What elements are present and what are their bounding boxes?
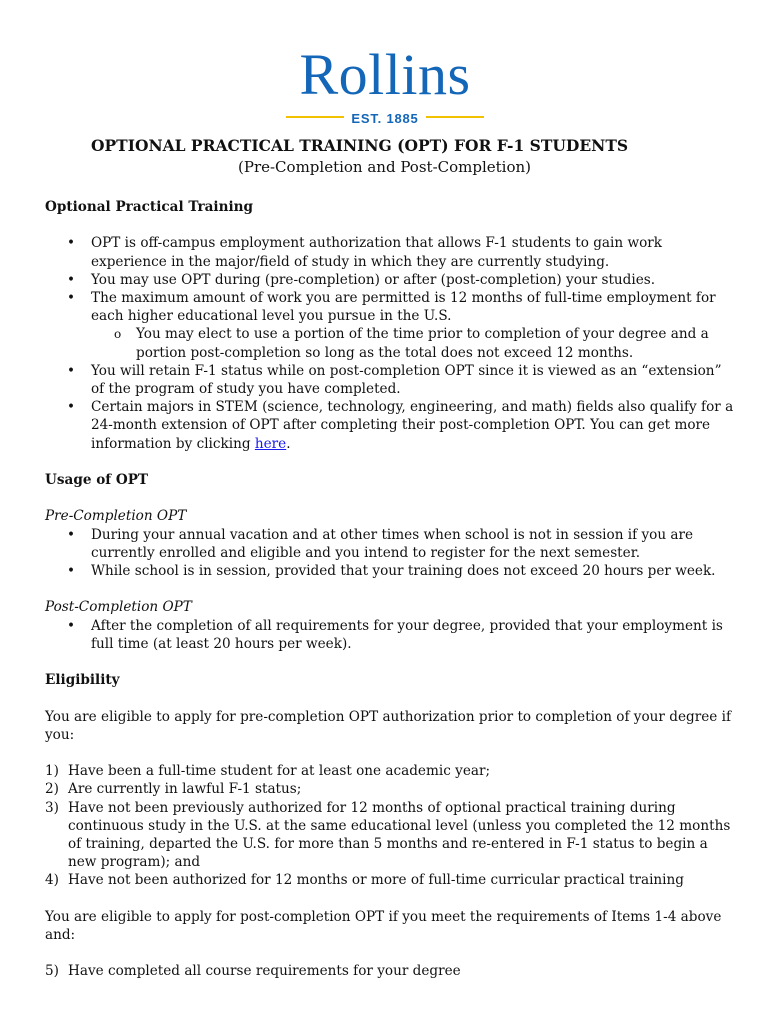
opt-sub-list xyxy=(91,325,735,361)
bullet-text: The maximum amount of work you are permitted is 12 months of full-time employment for each higher educational level you pursue in the U.S. xyxy=(91,290,716,325)
list-item xyxy=(45,271,735,289)
bullet-text: OPT is off-campus employment authorization that allows F-1 students to gain work experience in the major/field of study in which they are currently studying. xyxy=(91,235,663,270)
list-number: 2) xyxy=(45,781,59,798)
list-item xyxy=(45,762,735,780)
bullet-marker: • xyxy=(67,235,76,252)
list-item xyxy=(45,526,735,562)
bullet-marker: • xyxy=(67,399,76,416)
post-eligibility-intro: You are eligible to apply for post-completion OPT if you meet the requirements of Items 1-4 above and: xyxy=(45,908,722,943)
eligibility-intro: You are eligible to apply for pre-completion OPT authorization prior to completion of your degree if you: xyxy=(45,708,731,743)
list-number: 4) xyxy=(45,872,59,889)
bullet-text: During your annual vacation and at other times when school is not in session if you are currently enrolled and eligible and you intend to register for the next semester. xyxy=(91,526,694,561)
post-eligibility-list xyxy=(45,962,735,980)
list-item xyxy=(45,871,735,889)
bullet-marker: • xyxy=(67,290,76,306)
logo-established xyxy=(280,108,490,124)
logo-established-text: EST. 1885 xyxy=(351,111,419,126)
bullet-text: You will retain F-1 status while on post-completion OPT since it is viewed as an “extension” of the program of study you have completed. xyxy=(91,362,722,398)
logo-rule-right xyxy=(426,116,484,118)
sub-bullet-marker: o xyxy=(114,327,122,342)
bullet-text: You may use OPT during (pre-completion) or after (post-completion) your studies. xyxy=(91,271,656,288)
list-text: Have not been authorized for 12 months or more of full-time curricular practical training xyxy=(68,872,684,889)
bullet-marker: • xyxy=(67,526,76,543)
list-number: 1) xyxy=(45,763,59,780)
list-item xyxy=(45,398,735,453)
list-item xyxy=(45,780,735,798)
bullet-marker: • xyxy=(67,563,76,580)
document-subtitle: (Pre-Completion and Post-Completion) xyxy=(238,158,532,176)
section-heading-eligibility: Eligibility xyxy=(45,672,120,689)
post-completion-label: Post-Completion OPT xyxy=(45,599,192,616)
bullet-marker: • xyxy=(67,362,76,379)
list-item xyxy=(45,617,735,653)
logo-rule-left xyxy=(286,116,344,118)
list-item xyxy=(45,962,735,980)
bullet-text: After the completion of all requirements for your degree, provided that your employment is full time (at least 20 hours per week). xyxy=(91,617,723,652)
list-number: 5) xyxy=(45,963,59,980)
section-heading-opt: Optional Practical Training xyxy=(45,199,254,215)
list-item xyxy=(45,562,735,580)
opt-bullet-list xyxy=(45,234,735,452)
post-completion-list xyxy=(45,617,735,653)
rollins-logo xyxy=(280,42,490,126)
bullet-marker: • xyxy=(67,617,76,634)
section-heading-usage: Usage of OPT xyxy=(45,472,149,489)
bullet-marker: • xyxy=(67,271,76,288)
pre-completion-list xyxy=(45,526,735,581)
list-text: Have not been previously authorized for 12 months of optional practical training during continuous study in the U.S. at the same educational level (unless you completed the 12 months of training, departed the U.S. for more than 5 months and re-entered in F-1 status to begin a new program); and xyxy=(68,799,731,871)
document-body xyxy=(45,198,735,981)
list-item xyxy=(45,799,735,872)
list-item xyxy=(45,234,735,270)
eligibility-list xyxy=(45,762,735,889)
pre-completion-label: Pre-Completion OPT xyxy=(45,508,187,525)
list-item xyxy=(45,289,735,362)
list-text: Have completed all course requirements for your degree xyxy=(68,963,461,980)
bullet-text: Certain majors in STEM (science, technology, engineering, and math) fields also qualify for a 24-month extension of OPT after completing their post-completion OPT. You can get more information by clicking xyxy=(91,399,734,452)
list-number: 3) xyxy=(45,799,59,816)
bullet-text: While school is in session, provided that your training does not exceed 20 hours per week. xyxy=(91,563,716,580)
list-item xyxy=(45,362,735,398)
document-title: OPTIONAL PRACTICAL TRAINING (OPT) FOR F-1 STUDENTS xyxy=(91,136,629,155)
bullet-text-end: . xyxy=(286,435,291,452)
list-text: Are currently in lawful F-1 status; xyxy=(68,781,302,798)
sub-bullet-text: You may elect to use a portion of the time prior to completion of your degree and a portion post-completion so long as the total does not exceed 12 months. xyxy=(136,326,709,361)
list-text: Have been a full-time student for at least one academic year; xyxy=(68,763,491,780)
sub-list-item xyxy=(91,325,735,361)
logo-wordmark: Rollins xyxy=(299,42,471,107)
stem-info-link[interactable]: here xyxy=(254,435,287,452)
